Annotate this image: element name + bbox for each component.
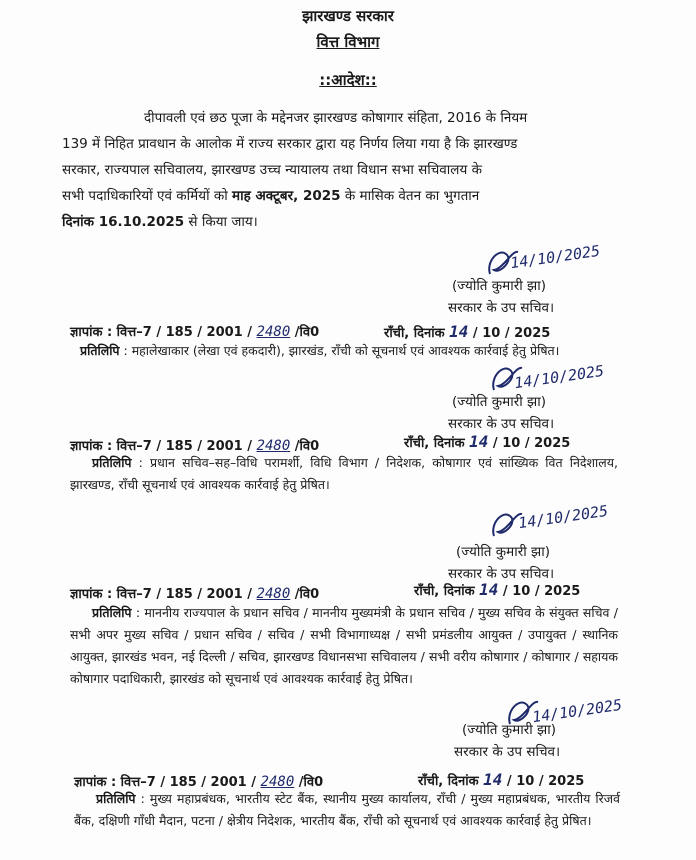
memo-number-handwritten: 2480 bbox=[260, 774, 295, 790]
signatory-designation-2: सरकार के उप सचिव। bbox=[448, 416, 555, 432]
memo-number-line-4: ज्ञापांक : वित्त–7 / 185 / 2001 / 2480 /वि0 bbox=[74, 774, 324, 790]
order-body bbox=[62, 105, 607, 235]
order-line-3: सरकार, राज्यपाल सचिवालय, झारखण्ड उच्च न्यायालय तथा विधान सभा सचिवालय के bbox=[62, 162, 482, 178]
order-line-1: दीपावली एवं छठ पूजा के मद्देनजर झारखण्ड कोषागार संहिता, 2016 के नियम bbox=[144, 110, 528, 126]
memo-number-line-2: ज्ञापांक : वित्त–7 / 185 / 2001 / 2480 /वि0 bbox=[70, 438, 320, 454]
signature-date-4: 14/10/2025 bbox=[531, 695, 624, 727]
signatory-designation-1: सरकार के उप सचिव। bbox=[448, 300, 555, 316]
memo-number-line-1: ज्ञापांक : वित्त–7 / 185 / 2001 / 2480 /वि0 bbox=[70, 324, 320, 340]
memo-number-handwritten: 2480 bbox=[256, 586, 291, 602]
department-name: वित्त विभाग bbox=[316, 33, 380, 51]
order-title: ::आदेश:: bbox=[319, 71, 377, 89]
order-line-4a: सभी पदाधिकारियों एवं कर्मियों को bbox=[62, 188, 233, 204]
signatory-name-2: (ज्योति कुमारी झा) bbox=[452, 394, 547, 410]
government-name: झारखण्ड सरकार bbox=[302, 7, 394, 25]
signature-date-2: 14/10/2025 bbox=[513, 361, 606, 393]
copy-to-3: प्रतिलिपि : माननीय राज्यपाल के प्रधान सचिव / माननीय मुख्यमंत्री के प्रधान सचिव / मुख्य सचिव के संयुक्त सचिव / सभी अपर मुख्य सचिव / प्रधान सचिव / सचिव / सभी विभागाध्यक्ष / सभी प्रमंडलीय आयुक्त / उपायुक्त / स्थानिक आयुक्त, झारखंड भवन, नई दिल्ली / सचिव, झारखण्ड विधानसभा सचिवालय / सभी वरीय कोषागार / कोषागार / सहायक कोषागार पदाधिकारी, झारखंड को सूचनार्थ एवं आवश्यक कार्रवाई हेतु प्रेषित। bbox=[70, 605, 618, 686]
payment-date: दिनांक 16.10.2025 bbox=[62, 214, 185, 230]
place-date-3: राँची, दिनांक 14 / 10 / 2025 bbox=[414, 580, 581, 599]
place-date-4: राँची, दिनांक 14 / 10 / 2025 bbox=[418, 770, 585, 789]
signatory-name-1: (ज्योति कुमारी झा) bbox=[452, 278, 547, 294]
place-date-2: राँची, दिनांक 14 / 10 / 2025 bbox=[404, 432, 571, 451]
memo-number-handwritten: 2480 bbox=[256, 324, 291, 340]
order-line-2: 139 में निहित प्रावधान के आलोक में राज्य सरकार द्वारा यह निर्णय लिया गया है कि झारखण्ड bbox=[62, 136, 518, 152]
signature-date-1: 14/10/2025 bbox=[509, 241, 602, 273]
order-month: माह अक्टूबर, 2025 bbox=[232, 188, 341, 204]
copy-to-4: प्रतिलिपि : मुख्य महाप्रबंधक, भारतीय स्टेट बैंक, स्थानीय मुख्य कार्यालय, राँची / मुख्य महाप्रबंधक, भारतीय रिजर्व बैंक, दक्षिणी गाँधी मैदान, पटना / क्षेत्रीय निदेशक, भारतीय बैंक, राँची को सूचनार्थ एवं आवश्यक कार्रवाई हेतु प्रेषित। bbox=[74, 791, 620, 828]
memo-number-handwritten: 2480 bbox=[256, 438, 291, 454]
copy-to-1: प्रतिलिपि : महालेखाकार (लेखा एवं हकदारी), झारखंड, राँची को सूचनार्थ एवं आवश्यक कार्रवाई हेतु प्रेषित। bbox=[80, 343, 560, 358]
signatory-designation-4: सरकार के उप सचिव। bbox=[454, 744, 561, 760]
signatory-name-3: (ज्योति कुमारी झा) bbox=[456, 544, 551, 560]
signature-date-3: 14/10/2025 bbox=[517, 501, 610, 533]
order-line-4c: के मासिक वेतन का भुगतान bbox=[340, 188, 480, 204]
place-date-1: राँची, दिनांक 14 / 10 / 2025 bbox=[384, 322, 551, 341]
signatory-name-4: (ज्योति कुमारी झा) bbox=[462, 722, 557, 738]
order-line-5b: से किया जाय। bbox=[184, 214, 258, 230]
copy-to-2: प्रतिलिपि : प्रधान सचिव–सह–विधि परामर्शी, विधि विभाग / निदेशक, कोषागार एवं सांख्यिक वित निदेशालय, झारखण्ड, राँची सूचनार्थ एवं आवश्यक कार्रवाई हेतु प्रेषित। bbox=[70, 455, 618, 492]
memo-number-line-3: ज्ञापांक : वित्त–7 / 185 / 2001 / 2480 /वि0 bbox=[70, 586, 320, 602]
signatory-designation-3: सरकार के उप सचिव। bbox=[448, 566, 555, 582]
